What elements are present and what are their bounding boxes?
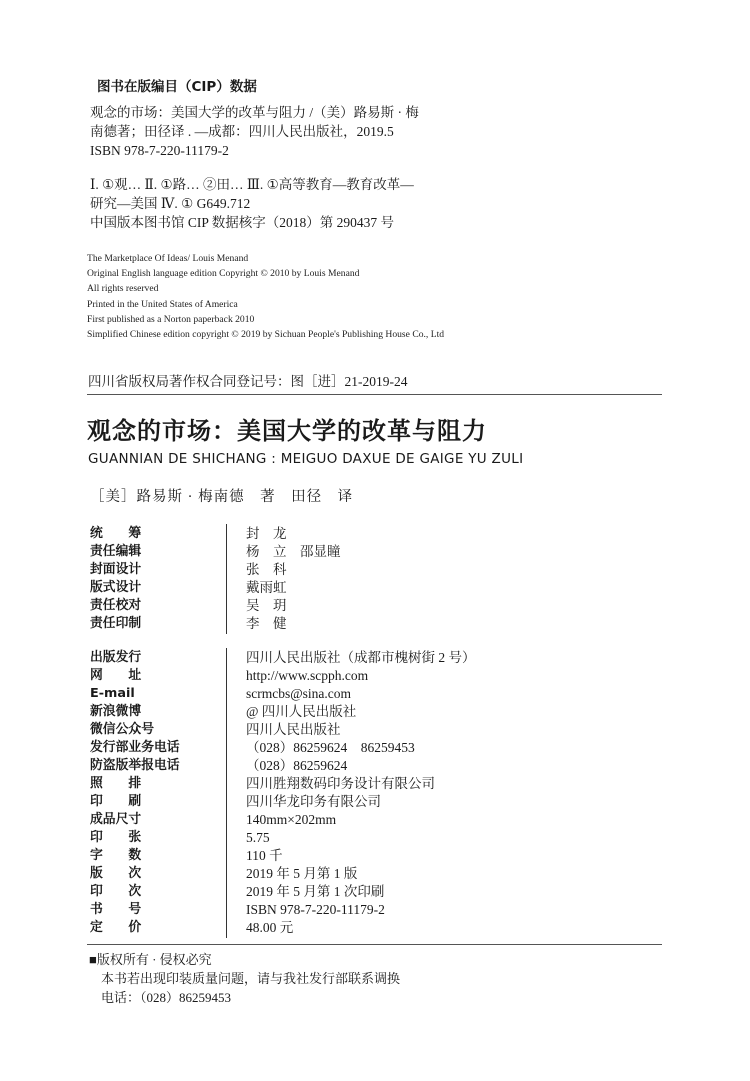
pub-label: 版 次	[90, 866, 142, 881]
credit-value: 吴 玥	[246, 598, 287, 613]
pub-row	[90, 721, 476, 739]
cip-classification	[90, 175, 414, 232]
credit-label: 责任校对	[90, 598, 142, 613]
pub-label: 印 次	[90, 884, 142, 899]
pub-row	[90, 829, 476, 847]
pub-value: 四川人民出版社	[246, 722, 341, 737]
pub-row	[90, 883, 476, 901]
credit-label: 责任印制	[90, 616, 142, 631]
credit-row	[90, 579, 341, 597]
cip-class-line: 研究—美国 Ⅳ. ① G649.712	[90, 196, 251, 211]
pub-row	[90, 919, 476, 937]
divider	[87, 944, 662, 945]
credit-row	[90, 597, 341, 615]
pub-label: 书 号	[90, 902, 142, 917]
credit-row	[90, 525, 341, 543]
credit-value: 戴雨虹	[246, 580, 287, 595]
pub-value: 四川胜翔数码印务设计有限公司	[246, 776, 435, 791]
credit-label: 封面设计	[90, 562, 142, 577]
pub-row	[90, 847, 476, 865]
pub-value: 48.00 元	[246, 920, 294, 935]
pub-row	[90, 757, 476, 775]
pub-row	[90, 865, 476, 883]
pub-value: 2019 年 5 月第 1 次印刷	[246, 884, 385, 899]
pub-value: 140mm×202mm	[246, 812, 337, 827]
pub-row	[90, 649, 476, 667]
copyright-line: First published as a Norton paperback 2010	[87, 313, 255, 325]
pub-label: 发行部业务电话	[90, 740, 180, 755]
pub-label: 印 张	[90, 830, 142, 845]
cip-class-line: Ⅰ. ①观… Ⅱ. ①路… ②田… Ⅲ. ①高等教育—教育改革—	[90, 177, 414, 192]
cip-record	[90, 103, 419, 160]
cip-line: 南德著；田径译 . —成都：四川人民出版社，2019.5	[90, 124, 394, 139]
pub-row	[90, 703, 476, 721]
credit-label: 责任编辑	[90, 544, 142, 559]
credit-label: 统 筹	[90, 526, 142, 541]
pub-value: （028）86259624	[246, 758, 348, 773]
pub-label: 网 址	[90, 668, 142, 683]
cip-class-line: 中国版本图书馆 CIP 数据核字（2018）第 290437 号	[90, 215, 395, 230]
credit-value: 封 龙	[246, 526, 287, 541]
pub-row	[90, 685, 476, 703]
pub-label: 防盗版举报电话	[90, 758, 180, 773]
copyright-line: Simplified Chinese edition copyright © 2019 by Sichuan People's Publishing House Co., Ltd	[87, 329, 445, 341]
pub-value: 四川华龙印务有限公司	[246, 794, 381, 809]
pub-value: 2019 年 5 月第 1 版	[246, 866, 358, 881]
pub-label: 出版发行	[90, 650, 142, 665]
pub-row	[90, 775, 476, 793]
pub-value: 110 千	[246, 848, 283, 863]
cip-line: 观念的市场：美国大学的改革与阻力 /（美）路易斯 · 梅	[90, 105, 419, 120]
book-title: 观念的市场：美国大学的改革与阻力	[87, 419, 487, 445]
copyright-line: The Marketplace Of Ideas/ Louis Menand	[87, 253, 249, 264]
copyright-registration: 四川省版权局著作权合同登记号：图［进］21-2019-24	[88, 374, 408, 389]
pub-row	[90, 793, 476, 811]
credit-row	[90, 561, 341, 579]
pub-label: 成品尺寸	[90, 812, 142, 827]
pub-label: 新浪微博	[90, 704, 142, 719]
pub-row	[90, 667, 476, 685]
pub-label: E-mail	[90, 686, 135, 701]
credit-row	[90, 615, 341, 633]
divider	[87, 394, 662, 395]
pub-value: （028）86259624 86259453	[246, 740, 415, 755]
notice-title: ■版权所有 · 侵权必究	[89, 952, 212, 967]
pub-value: http://www.scpph.com	[246, 668, 369, 683]
credit-label: 版式设计	[90, 580, 142, 595]
pub-value: scrmcbs@sina.com	[246, 686, 352, 701]
cip-heading: 图书在版编目（CIP）数据	[97, 79, 257, 95]
pub-row	[90, 901, 476, 919]
rights-notice	[89, 950, 400, 1007]
credit-value: 杨 立 邵显瞳	[246, 544, 341, 559]
credit-row	[90, 543, 341, 561]
pub-label: 照 排	[90, 776, 142, 791]
pub-label: 定 价	[90, 920, 142, 935]
pub-value: @ 四川人民出版社	[246, 704, 357, 719]
copyright-line: All rights reserved	[87, 283, 159, 295]
publication-details	[90, 649, 476, 937]
pub-label: 印 刷	[90, 794, 142, 809]
book-authors: ［美］路易斯 · 梅南德 著 田径 译	[90, 489, 354, 505]
pub-value: 四川人民出版社（成都市槐树街 2 号）	[246, 650, 476, 665]
staff-credits	[90, 525, 341, 633]
copyright-line: Original English language edition Copyright © 2010 by Louis Menand	[87, 268, 360, 280]
pub-value: ISBN 978-7-220-11179-2	[246, 902, 385, 917]
pub-label: 字 数	[90, 848, 142, 863]
notice-phone: 电话：（028）86259453	[101, 990, 232, 1005]
copyright-line: Printed in the United States of America	[87, 298, 238, 310]
copyright-block	[87, 251, 444, 342]
pub-row	[90, 739, 476, 757]
notice-line: 本书若出现印装质量问题，请与我社发行部联系调换	[101, 971, 401, 986]
credit-value: 李 健	[246, 616, 287, 631]
pub-label: 微信公众号	[90, 722, 154, 737]
credit-value: 张 科	[246, 562, 287, 577]
book-title-pinyin: GUANNIAN DE SHICHANG : MEIGUO DAXUE DE GAIGE YU ZULI	[88, 451, 524, 467]
cip-line: ISBN 978-7-220-11179-2	[90, 143, 229, 158]
pub-row	[90, 811, 476, 829]
pub-value: 5.75	[246, 830, 270, 845]
